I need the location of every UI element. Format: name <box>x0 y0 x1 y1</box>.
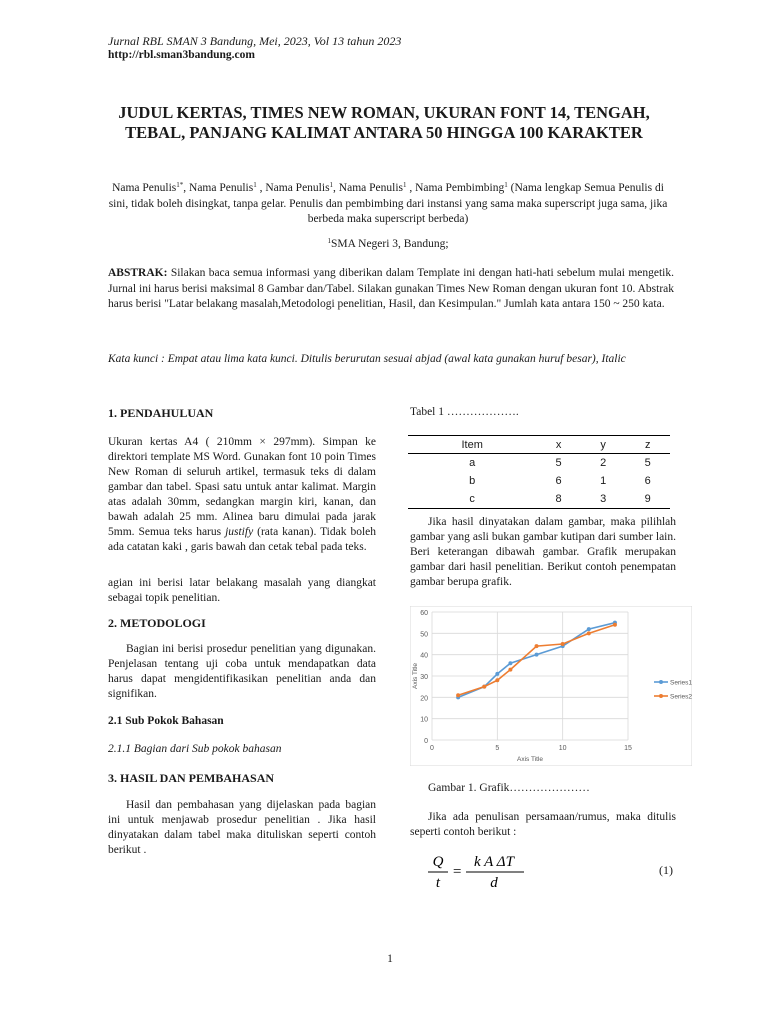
y-tick-label: 60 <box>420 610 428 617</box>
affiliation-text: SMA Negeri 3, Bandung; <box>330 238 449 250</box>
equation-equals: = <box>451 864 463 880</box>
intro-italic: justify <box>225 526 254 538</box>
table-header-cell: z <box>625 436 670 454</box>
legend-label: Series2 <box>670 693 692 701</box>
intro-text: (rata kanan). Tidak boleh ada catatan kaki , garis bawah dan cetak tebal pada teks. <box>108 526 376 553</box>
equation-rhs-denominator: d <box>490 875 498 891</box>
x-tick-label: 0 <box>430 745 434 752</box>
legend-marker <box>659 694 663 698</box>
equation-formula <box>424 850 544 892</box>
intro-text: Ukuran kertas A4 ( 210mm × 297mm). Simpan ke direktori template MS Word. Gunakan font 10 poin Times New Roman di seluruh artikel, termasuk teks di dalam gambar dan tabel. Spasi satu untuk antar kalimat. Margin atas adalah 30mm, sedangkan margin kiri, kanan, dan bawah adalah 25 mm. Alinea baru dimulai pada jarak 5mm. Semua teks harus <box>108 436 376 538</box>
x-tick-label: 5 <box>495 745 500 752</box>
section-heading-method: 2. METODOLOGI <box>108 616 206 630</box>
figure-caption: Gambar 1. Grafik………………… <box>428 782 590 794</box>
author-sup: 1 <box>504 181 508 189</box>
table-cell: a <box>469 457 476 469</box>
author-name: , Nama Penulis <box>256 182 330 194</box>
data-table <box>408 435 670 509</box>
data-point <box>482 685 486 689</box>
section-heading-intro: 1. PENDAHULUAN <box>108 406 214 420</box>
table-cell: 3 <box>581 490 626 509</box>
y-tick-label: 0 <box>424 738 428 745</box>
author-sup: 1* <box>176 181 184 189</box>
equation-lhs-numerator: Q <box>432 854 444 870</box>
table-cell: 5 <box>555 457 562 469</box>
y-tick-label: 50 <box>420 631 428 639</box>
table-cell: 8 <box>536 490 581 509</box>
equation <box>424 850 544 897</box>
affiliation-sup: 1 <box>327 237 331 245</box>
author-name: , Nama Penulis <box>333 182 403 194</box>
journal-url[interactable]: http://rbl.sman3bandung.com <box>108 49 255 61</box>
supervisor-name: , Nama Pembimbing <box>406 182 505 194</box>
line-chart <box>410 606 692 766</box>
y-tick-label: 30 <box>420 674 428 681</box>
data-point <box>456 693 460 697</box>
intro-paragraph-2: agian ini berisi latar belakang masalah yang diangkat sebagai topik penelitian. <box>108 577 376 604</box>
data-point <box>508 661 512 665</box>
author-sup: 1 <box>253 181 257 189</box>
paper-title: JUDUL KERTAS, TIMES NEW ROMAN, UKURAN FONT 14, TENGAH, TEBAL, PANJANG KALIMAT ANTARA 50 HINGGA 100 KARAKTER <box>118 103 650 142</box>
method-paragraph: Bagian ini berisi prosedur penelitian yang digunakan. Penjelasan tentang uji coba untuk mendapatkan data harus dapat mengidentifikasikan penelitian anda dan signifikan. <box>108 643 376 700</box>
author-note: (Nama lengkap Semua Penulis di sini, tidak boleh disingkat, tanpa gelar. Penulis dan pembimbing dari instansi yang sama maka superscript juga sama, jika berbeda maka superscript berbeda) <box>108 182 668 225</box>
table-cell: 2 <box>600 457 607 469</box>
table-header-cell: x <box>536 436 581 454</box>
figure-intro-paragraph: Jika hasil dinyatakan dalam gambar, maka pilihlah gambar yang asli bukan gambar kutipan dari sumber lain. Beri keterangan dibawah gambar. Grafik merupakan gambar dari hasil penelitian. Berikut contoh penempatan gambar berupa grafik. <box>410 516 676 588</box>
legend-label: Series1 <box>670 679 692 687</box>
author-list <box>108 181 668 228</box>
abstract <box>108 266 674 313</box>
table-cell: 6 <box>555 475 562 487</box>
x-axis-title: Axis Title <box>516 756 544 763</box>
table-body <box>408 454 670 509</box>
data-point <box>535 653 539 657</box>
author-name: Nama Penulis <box>112 182 177 194</box>
section-heading-results: 3. HASIL DAN PEMBAHASAN <box>108 771 275 785</box>
table-cell: 5 <box>644 457 651 469</box>
abstract-label: ABSTRAK: <box>108 267 168 279</box>
equation-lhs-denominator: t <box>435 875 441 891</box>
equation-rhs-numerator: k A ΔT <box>474 854 514 870</box>
table-cell: 9 <box>625 490 670 509</box>
author-sup: 1 <box>403 181 407 189</box>
abstract-text: Silakan baca semua informasi yang diberikan dalam Template ini dengan hati-hati sebelum mulai mengetik. Jurnal ini harus berisi maksimal 8 Gambar dan/Tabel. Silakan gunakan Times New Roman dengan ukuran font 10. Abstrak harus berisi "Latar belakang masalah,Metodologi penelitian, Hasil, dan Kesimpulan." Jumlah kata antara 150 ~ 250 kata. <box>108 267 674 310</box>
table-cell: b <box>469 475 476 487</box>
table-header-row <box>408 436 670 454</box>
table-container <box>408 435 670 509</box>
table-cell: 1 <box>600 475 607 487</box>
chart-container <box>410 606 692 766</box>
data-point <box>587 627 591 631</box>
author-sup: 1 <box>329 181 334 189</box>
data-point <box>535 644 539 648</box>
equation-number: (1) <box>659 863 673 877</box>
data-point <box>587 631 591 635</box>
page-number: 1 <box>387 953 393 965</box>
results-paragraph: Hasil dan pembahasan yang dijelaskan pada bagian ini untuk menjawab prosedur penelitian . Jika hasil dinyatakan dalam tabel maka dituliskan seperti contoh berikut . <box>108 799 376 856</box>
x-tick-label: 10 <box>558 745 567 752</box>
journal-header: Jurnal RBL SMAN 3 Bandung, Mei, 2023, Vol 13 tahun 2023 <box>108 34 402 48</box>
table-cell: 6 <box>644 475 651 487</box>
y-tick-label: 10 <box>420 716 428 724</box>
y-axis-title: Axis Title <box>412 662 419 690</box>
table-cell: c <box>408 490 536 509</box>
chart-frame <box>410 606 692 766</box>
y-tick-label: 40 <box>420 652 428 660</box>
data-point <box>495 678 499 682</box>
legend-marker <box>659 680 663 684</box>
table-header-cell: y <box>581 436 626 454</box>
subsection-heading: 2.1 Sub Pokok Bahasan <box>108 715 224 727</box>
subsubsection-heading: 2.1.1 Bagian dari Sub pokok bahasan <box>108 743 282 755</box>
intro-paragraph <box>108 435 376 555</box>
table-row <box>408 472 670 490</box>
table-header-cell: Item <box>408 436 536 454</box>
data-point <box>495 672 499 676</box>
table-caption: Tabel 1 ………………. <box>410 406 519 418</box>
affiliation <box>108 238 668 250</box>
data-point <box>613 623 617 627</box>
table-row <box>408 454 670 473</box>
table-row <box>408 490 670 509</box>
x-tick-label: 15 <box>624 745 632 752</box>
equation-intro: Jika ada penulisan persamaan/rumus, maka ditulis seperti contoh berikut : <box>410 811 676 838</box>
y-tick-label: 20 <box>420 695 428 703</box>
data-point <box>508 668 512 672</box>
keywords: Kata kunci : Empat atau lima kata kunci. Ditulis berurutan sesuai abjad (awal kata gunakan huruf besar), Italic <box>108 353 626 365</box>
author-name: , Nama Penulis <box>183 182 254 194</box>
data-point <box>561 642 565 646</box>
